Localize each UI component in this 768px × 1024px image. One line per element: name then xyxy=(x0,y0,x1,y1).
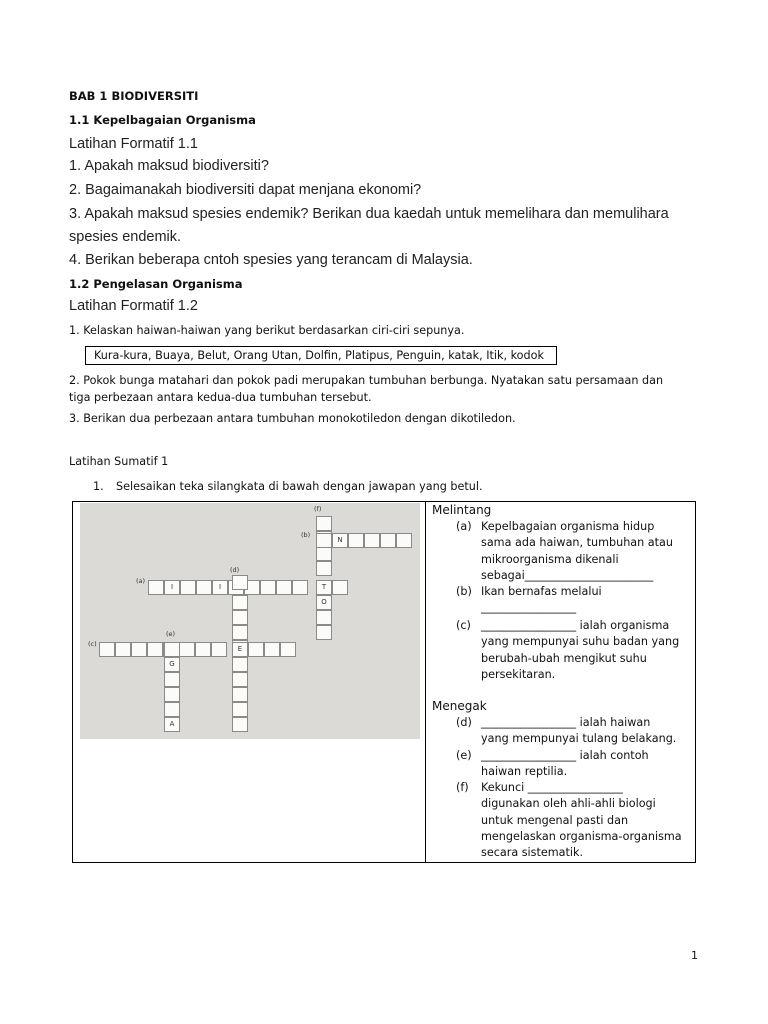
crossword-cell[interactable] xyxy=(364,533,380,548)
crossword-cell[interactable] xyxy=(348,533,364,548)
question-1-2-2-cont: tiga perbezaan antara kedua-dua tumbuhan tersebut. xyxy=(69,391,372,404)
crossword-cell[interactable] xyxy=(316,546,332,561)
crossword-cell[interactable] xyxy=(280,642,296,657)
clue-b-line: _________________ xyxy=(481,601,577,615)
crossword-label-f: (f) xyxy=(314,505,322,513)
menegak-title: Menegak xyxy=(432,699,487,713)
crossword-cell[interactable]: I xyxy=(212,580,228,595)
crossword-cell[interactable] xyxy=(292,580,308,595)
clue-f-text xyxy=(481,780,682,861)
clue-e-line: haiwan reptilia. xyxy=(481,765,568,779)
crossword-cell[interactable]: O xyxy=(316,595,332,610)
crossword-label-b: (b) xyxy=(301,531,311,539)
crossword-cell[interactable] xyxy=(232,702,248,717)
section-1-1-heading: 1.1 Kepelbagaian Organisma xyxy=(69,113,256,127)
crossword-cell[interactable] xyxy=(232,625,248,640)
question-1-1-3: 3. Apakah maksud spesies endemik? Berikan dua kaedah untuk memelihara dan memulihara xyxy=(69,206,669,222)
crossword-cell[interactable]: G xyxy=(164,657,180,672)
clue-f-line: untuk mengenal pasti dan xyxy=(481,813,629,827)
crossword-cell[interactable] xyxy=(99,642,115,657)
chapter-title: BAB 1 BIODIVERSITI xyxy=(69,89,199,103)
crossword-cell[interactable] xyxy=(115,642,131,657)
clue-a-line: mikroorganisma dikenali xyxy=(481,552,619,566)
crossword-cell[interactable] xyxy=(380,533,396,548)
clue-f-line: secara sistematik. xyxy=(481,846,584,860)
clue-f-label: (f) xyxy=(456,781,469,794)
melintang-title: Melintang xyxy=(432,503,492,517)
crossword-cell[interactable]: E xyxy=(232,642,248,657)
crossword-cell[interactable] xyxy=(164,687,180,702)
crossword-cell[interactable] xyxy=(195,642,211,657)
crossword-cell[interactable] xyxy=(316,625,332,640)
clue-d-line: _________________ ialah haiwan xyxy=(481,716,651,729)
question-1-1-1: 1. Apakah maksud biodiversiti? xyxy=(69,158,269,174)
crossword-cell[interactable] xyxy=(232,672,248,687)
clue-a-line: Kepelbagaian organisma hidup xyxy=(481,520,655,533)
crossword-cell[interactable] xyxy=(264,642,280,657)
crossword-cell[interactable] xyxy=(396,533,412,548)
page-number: 1 xyxy=(691,949,698,962)
crossword-cell[interactable]: T xyxy=(316,580,332,595)
crossword-cell[interactable] xyxy=(180,580,196,595)
question-1-2-1: 1. Kelaskan haiwan-haiwan yang berikut berdasarkan ciri-ciri sepunya. xyxy=(69,324,465,337)
question-1-1-4: 4. Berikan beberapa cntoh spesies yang terancam di Malaysia. xyxy=(69,252,473,268)
question-1-1-2: 2. Bagaimanakah biodiversiti dapat menjana ekonomi? xyxy=(69,182,422,198)
clue-d-text xyxy=(481,715,676,748)
crossword-cell[interactable] xyxy=(232,657,248,672)
clue-c-line: yang mempunyai suhu badan yang xyxy=(481,635,680,649)
crossword-cell[interactable] xyxy=(232,610,248,625)
clue-f-line: digunakan oleh ahli-ahli biologi xyxy=(481,797,656,811)
clue-a-text xyxy=(481,519,673,584)
sumatif-question-number: 1. xyxy=(93,480,104,493)
crossword-cell[interactable] xyxy=(332,580,348,595)
sumatif-question-1: Selesaikan teka silangkata di bawah dengan jawapan yang betul. xyxy=(116,480,483,493)
clue-e-label: (e) xyxy=(456,749,472,762)
crossword-cell[interactable] xyxy=(148,580,164,595)
crossword-cell[interactable]: A xyxy=(164,717,180,732)
crossword-cell[interactable] xyxy=(232,687,248,702)
crossword-cell[interactable] xyxy=(316,516,332,531)
clue-c-text xyxy=(481,618,679,683)
clue-b-line: Ikan bernafas melalui xyxy=(481,585,602,598)
crossword-cell[interactable] xyxy=(196,580,212,595)
question-1-2-3: 3. Berikan dua perbezaan antara tumbuhan monokotiledon dengan dikotiledon. xyxy=(69,412,516,425)
crossword-cell[interactable] xyxy=(316,561,332,576)
crossword-label-a: (a) xyxy=(136,577,146,585)
clue-a-line: sebagai_______________________ xyxy=(481,568,654,582)
section-1-2-heading: 1.2 Pengelasan Organisma xyxy=(69,277,243,291)
crossword-cell[interactable] xyxy=(248,642,264,657)
question-1-2-2: 2. Pokok bunga matahari dan pokok padi merupakan tumbuhan berbunga. Nyatakan satu persamaan dan xyxy=(69,374,664,387)
crossword-label-c: (c) xyxy=(88,640,97,648)
crossword-label-d: (d) xyxy=(230,566,240,574)
crossword-cell[interactable] xyxy=(232,575,248,590)
latihan-1-2-heading: Latihan Formatif 1.2 xyxy=(69,298,198,314)
clue-b-label: (b) xyxy=(456,585,472,598)
table-divider xyxy=(425,501,426,862)
crossword-cell[interactable] xyxy=(316,610,332,625)
latihan-sumatif-heading: Latihan Sumatif 1 xyxy=(69,455,169,468)
clue-e-line: _________________ ialah contoh xyxy=(481,749,649,762)
crossword-cell[interactable] xyxy=(232,717,248,732)
animal-list-box: Kura-kura, Buaya, Belut, Orang Utan, Dolfin, Platipus, Penguin, katak, Itik, kodok xyxy=(85,346,557,365)
crossword-cell[interactable] xyxy=(260,580,276,595)
clue-d-label: (d) xyxy=(456,716,472,729)
crossword-cell[interactable] xyxy=(232,595,248,610)
crossword-cell[interactable] xyxy=(276,580,292,595)
clue-a-line: sama ada haiwan, tumbuhan atau xyxy=(481,536,673,550)
crossword-cell[interactable]: N xyxy=(332,533,348,548)
crossword-cell[interactable] xyxy=(316,533,332,548)
crossword-cell[interactable] xyxy=(131,642,147,657)
clue-a-label: (a) xyxy=(456,520,472,533)
clue-d-line: yang mempunyai tulang belakang. xyxy=(481,732,677,746)
crossword-cell[interactable] xyxy=(179,642,195,657)
clue-c-line: berubah-ubah mengikut suhu xyxy=(481,651,647,665)
clue-b-text xyxy=(481,584,602,617)
crossword-cell[interactable] xyxy=(164,702,180,717)
clue-f-line: Kekunci _________________ xyxy=(481,781,623,794)
clue-c-line: _________________ ialah organisma xyxy=(481,619,670,632)
clue-e-text xyxy=(481,748,649,781)
question-1-1-3-cont: spesies endemik. xyxy=(69,229,182,245)
latihan-1-1-heading: Latihan Formatif 1.1 xyxy=(69,136,198,152)
clue-c-line: persekitaran. xyxy=(481,667,556,681)
crossword-grid xyxy=(80,503,420,739)
crossword-cell[interactable] xyxy=(164,672,180,687)
crossword-cell[interactable] xyxy=(211,642,227,657)
crossword-cell[interactable] xyxy=(147,642,163,657)
clue-f-line: mengelaskan organisma-organisma xyxy=(481,829,682,843)
clue-c-label: (c) xyxy=(456,619,471,632)
crossword-label-e: (e) xyxy=(166,630,176,638)
crossword-cell[interactable] xyxy=(164,642,180,657)
crossword-cell[interactable]: I xyxy=(164,580,180,595)
